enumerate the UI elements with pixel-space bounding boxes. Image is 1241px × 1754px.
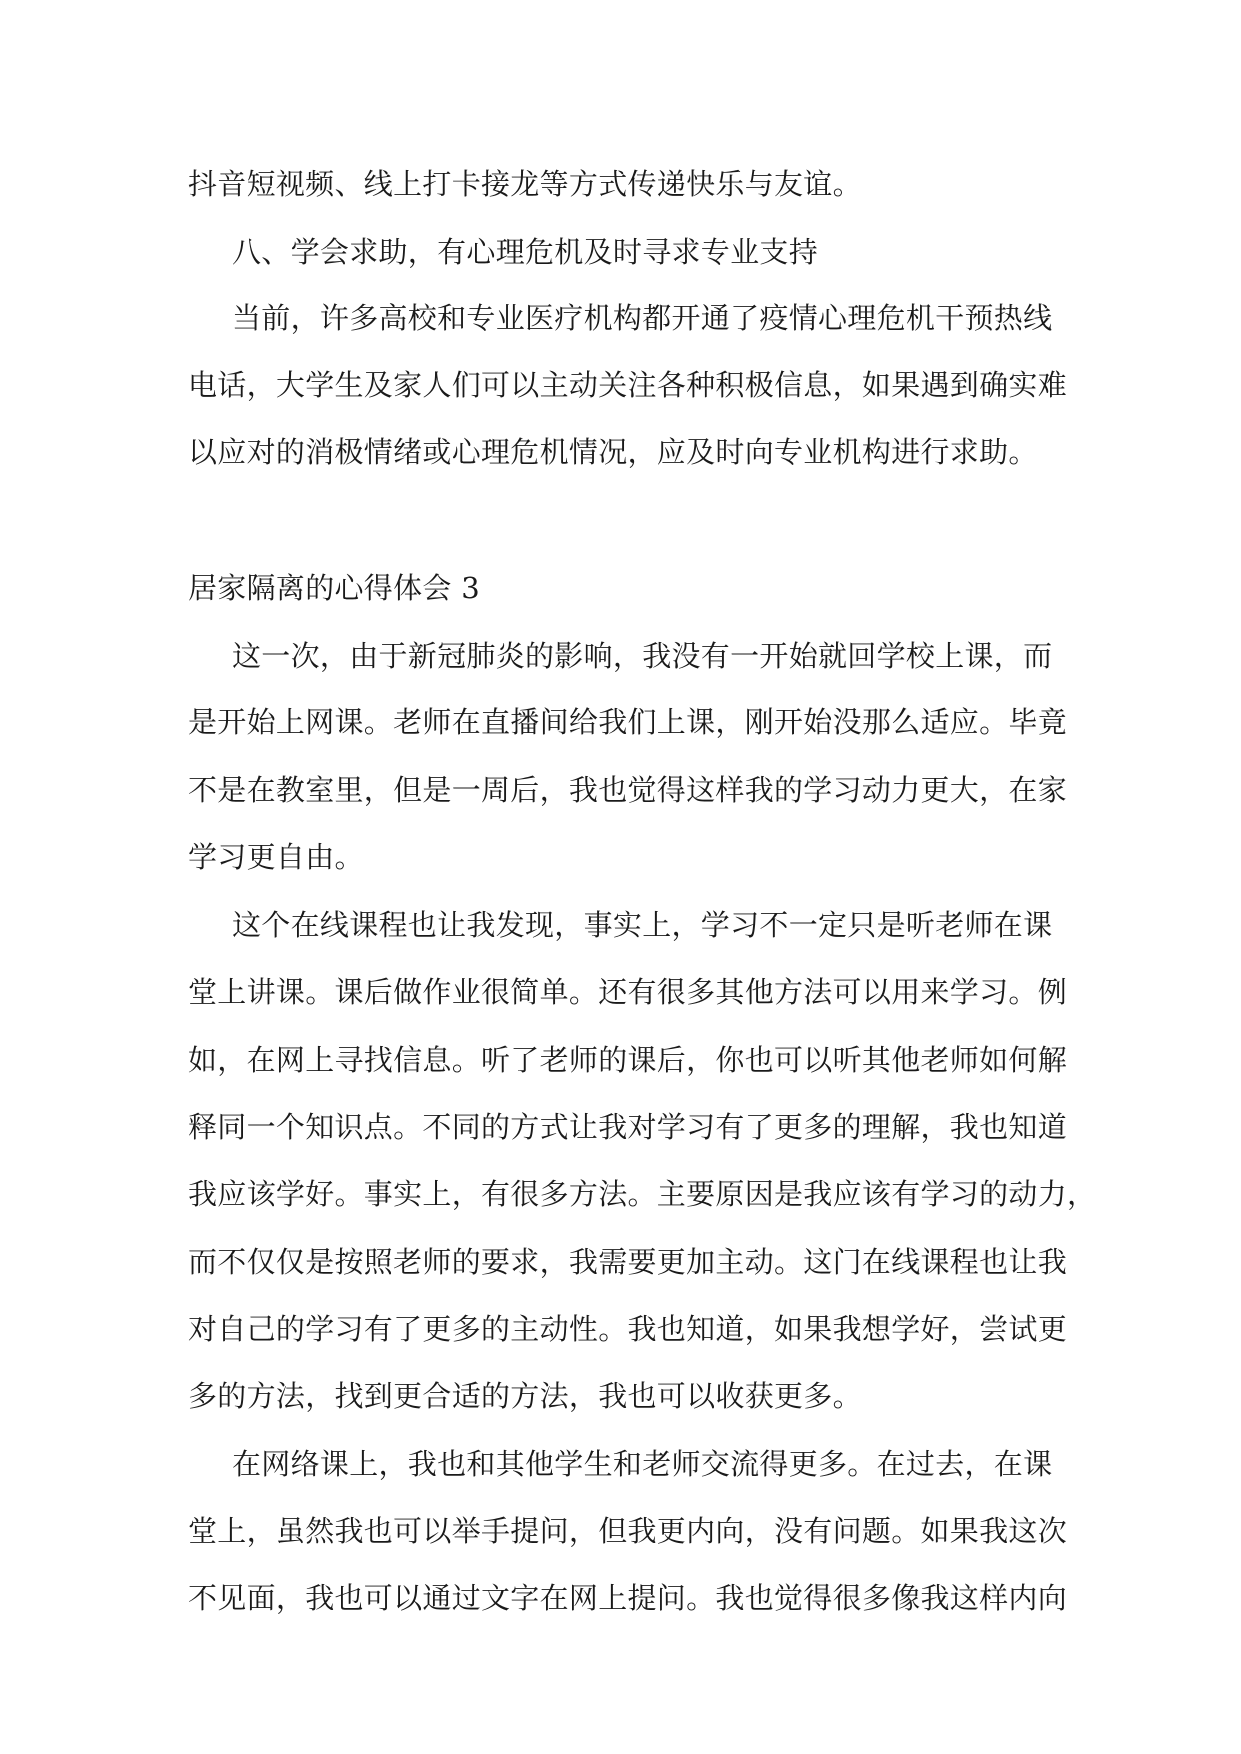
text-line: 在网络课上，我也和其他学生和老师交流得更多。在过去，在课 xyxy=(232,1447,1053,1481)
document-title: 居家隔离的心得体会 3 xyxy=(188,571,480,605)
text-line: 这个在线课程也让我发现，事实上，学习不一定只是听老师在课 xyxy=(232,908,1053,942)
text-line: 这一次，由于新冠肺炎的影响，我没有一开始就回学校上课，而 xyxy=(232,639,1053,673)
text-line: 释同一个知识点。不同的方式让我对学习有了更多的理解，我也知道 xyxy=(188,1110,1068,1144)
text-line: 堂上，虽然我也可以举手提问，但我更内向，没有问题。如果我这次 xyxy=(188,1514,1068,1548)
text-line: 对自己的学习有了更多的主动性。我也知道，如果我想学好，尝试更 xyxy=(188,1312,1068,1346)
text-line: 多的方法，找到更合适的方法，我也可以收获更多。 xyxy=(188,1379,862,1413)
text-line: 如，在网上寻找信息。听了老师的课后，你也可以听其他老师如何解 xyxy=(188,1043,1068,1077)
text-line: 学习更自由。 xyxy=(188,840,364,874)
text-line: 以应对的消极情绪或心理危机情况，应及时向专业机构进行求助。 xyxy=(188,435,1038,469)
text-line: 抖音短视频、线上打卡接龙等方式传递快乐与友谊。 xyxy=(188,167,862,201)
text-line: 电话，大学生及家人们可以主动关注各种积极信息，如果遇到确实难 xyxy=(188,368,1068,402)
text-line: 当前，许多高校和专业医疗机构都开通了疫情心理危机干预热线 xyxy=(232,301,1053,335)
text-line: 是开始上网课。老师在直播间给我们上课，刚开始没那么适应。毕竟 xyxy=(188,705,1068,739)
text-line: 而不仅仅是按照老师的要求，我需要更加主动。这门在线课程也让我 xyxy=(188,1245,1068,1279)
text-line: 不是在教室里，但是一周后，我也觉得这样我的学习动力更大，在家 xyxy=(188,773,1068,807)
section-heading: 八、学会求助，有心理危机及时寻求专业支持 xyxy=(232,235,819,269)
text-line: 我应该学好。事实上，有很多方法。主要原因是我应该有学习的动力， xyxy=(188,1177,1097,1211)
text-line: 不见面，我也可以通过文字在网上提问。我也觉得很多像我这样内向 xyxy=(188,1581,1068,1615)
text-line: 堂上讲课。课后做作业很简单。还有很多其他方法可以用来学习。例 xyxy=(188,975,1068,1009)
